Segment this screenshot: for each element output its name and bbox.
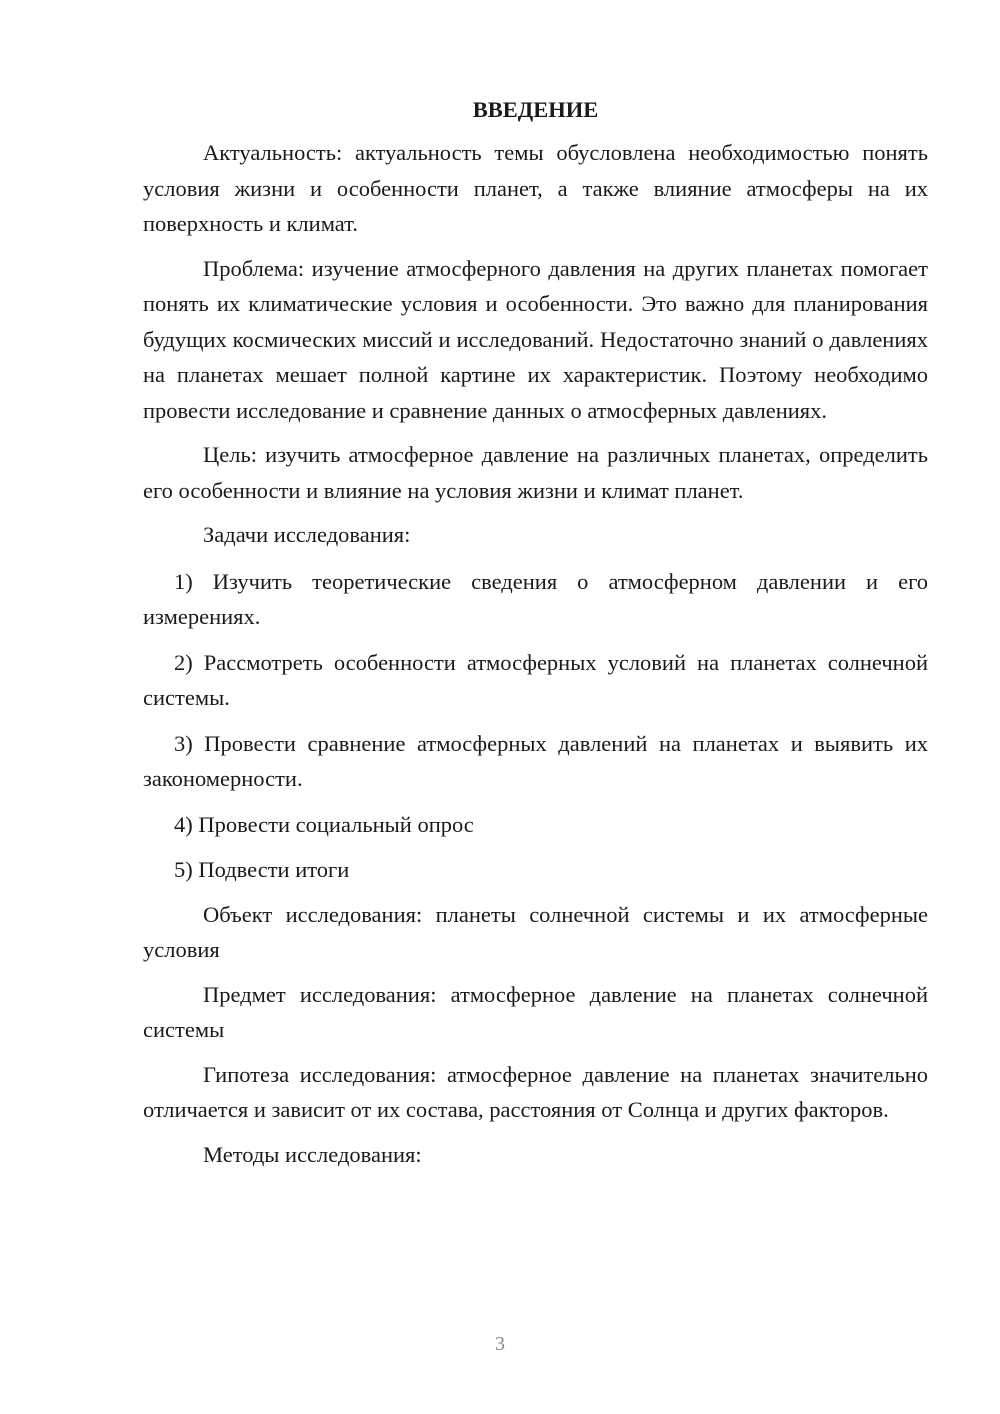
page-number: 3 (495, 1333, 505, 1355)
task-item: 1) Изучить теоретические сведения о атмосферном давлении и его измерениях. (143, 568, 928, 629)
tasks-heading: Задачи исследования: (203, 522, 411, 547)
subject-paragraph: Предмет исследования: атмосферное давление на планетах солнечной системы (143, 981, 928, 1042)
task-item: 5) Подвести итоги (174, 857, 350, 882)
task-item: 4) Провести социальный опрос (174, 811, 474, 837)
relevance-paragraph: Актуальность: актуальность темы обусловлена необходимостью понять условия жизни и особенности планет, а также влияние атмосферы на их поверхность и климат. (143, 140, 928, 236)
hypothesis-paragraph: Гипотеза исследования: атмосферное давление на планетах значительно отличается и зависит от их состава, расстояния от Солнца и других факторов. (143, 1061, 928, 1122)
document-body (143, 92, 928, 1181)
task-item: 2) Рассмотреть особенности атмосферных условий на планетах солнечной системы. (143, 649, 928, 710)
goal-paragraph: Цель: изучить атмосферное давление на различных планетах, определить его особенности и влияние на условия жизни и климат планет. (143, 442, 928, 503)
object-paragraph: Объект исследования: планеты солнечной системы и их атмосферные условия (143, 901, 928, 962)
methods-heading: Методы исследования: (203, 1141, 422, 1167)
page-title: ВВЕДЕНИЕ (472, 97, 599, 122)
problem-paragraph: Проблема: изучение атмосферного давления на других планетах помогает понять их климатические условия и особенности. Это важно для планирования будущих космических миссий и исследований. Недостаточно знаний о давлениях на планетах мешает полной картине их характеристик. Поэтому необходимо провести исследование и сравнение данных о атмосферных давлениях. (143, 255, 928, 423)
task-item: 3) Провести сравнение атмосферных давлений на планетах и выявить их закономерности. (143, 730, 928, 791)
